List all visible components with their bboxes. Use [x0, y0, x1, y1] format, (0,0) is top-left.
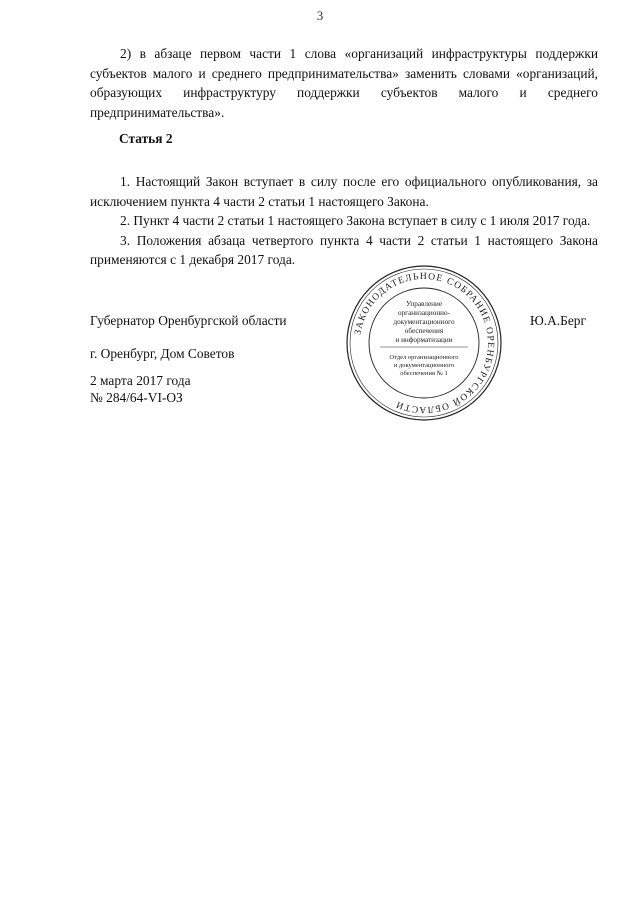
article-body [90, 172, 598, 270]
official-seal [344, 263, 504, 423]
seal-bottom-line-3: обеспечения № 1 [400, 370, 448, 377]
amendment-block [90, 44, 598, 122]
article-heading: Статья 2 [119, 131, 173, 146]
seal-bottom-line-1: Отдел организационного [389, 354, 459, 361]
article-paragraph-3: 3. Положения абзаца четвертого пункта 4 части 2 статьи 1 настоящего Закона применяются с 1 декабря 2017 года. [90, 232, 598, 267]
signing-date: 2 марта 2017 года [90, 373, 191, 388]
article-paragraph-1: 1. Настоящий Закон вступает в силу после его официального опубликования, за исключением пункта 4 части 2 статьи 1 настоящего Закона. [90, 174, 598, 209]
seal-line-4: обеспечения [404, 327, 444, 335]
seal-bottom-line-2: и документационного [393, 362, 455, 369]
seal-ring-text: ЗАКОНОДАТЕЛЬНОЕ СОБРАНИЕ ОРЕНБУРГСКОЙ ОБЛАСТИ [353, 271, 496, 415]
signer-name: Ю.А.Берг [530, 313, 586, 328]
signer-position: Губернатор Оренбургской области [90, 313, 287, 328]
signing-place: г. Оренбург, Дом Советов [90, 346, 235, 361]
seal-line-3: документационного [393, 318, 455, 326]
seal-line-1: Управление [405, 300, 443, 308]
page-number: 3 [316, 8, 324, 23]
amendment-paragraph: 2) в абзаце первом части 1 слова «организаций инфраструктуры поддержки субъектов малого и среднего предпринимательства» заменить словами «организаций, образующих инфраструктуру поддержки субъектов малого и среднего предпринимательства». [90, 46, 598, 120]
law-number: № 284/64-VI-ОЗ [90, 390, 183, 405]
seal-line-2: организационно- [397, 309, 451, 317]
article-paragraph-2: 2. Пункт 4 части 2 статьи 1 настоящего Закона вступает в силу с 1 июля 2017 года. [120, 213, 591, 228]
seal-line-5: и информатизации [395, 336, 453, 344]
